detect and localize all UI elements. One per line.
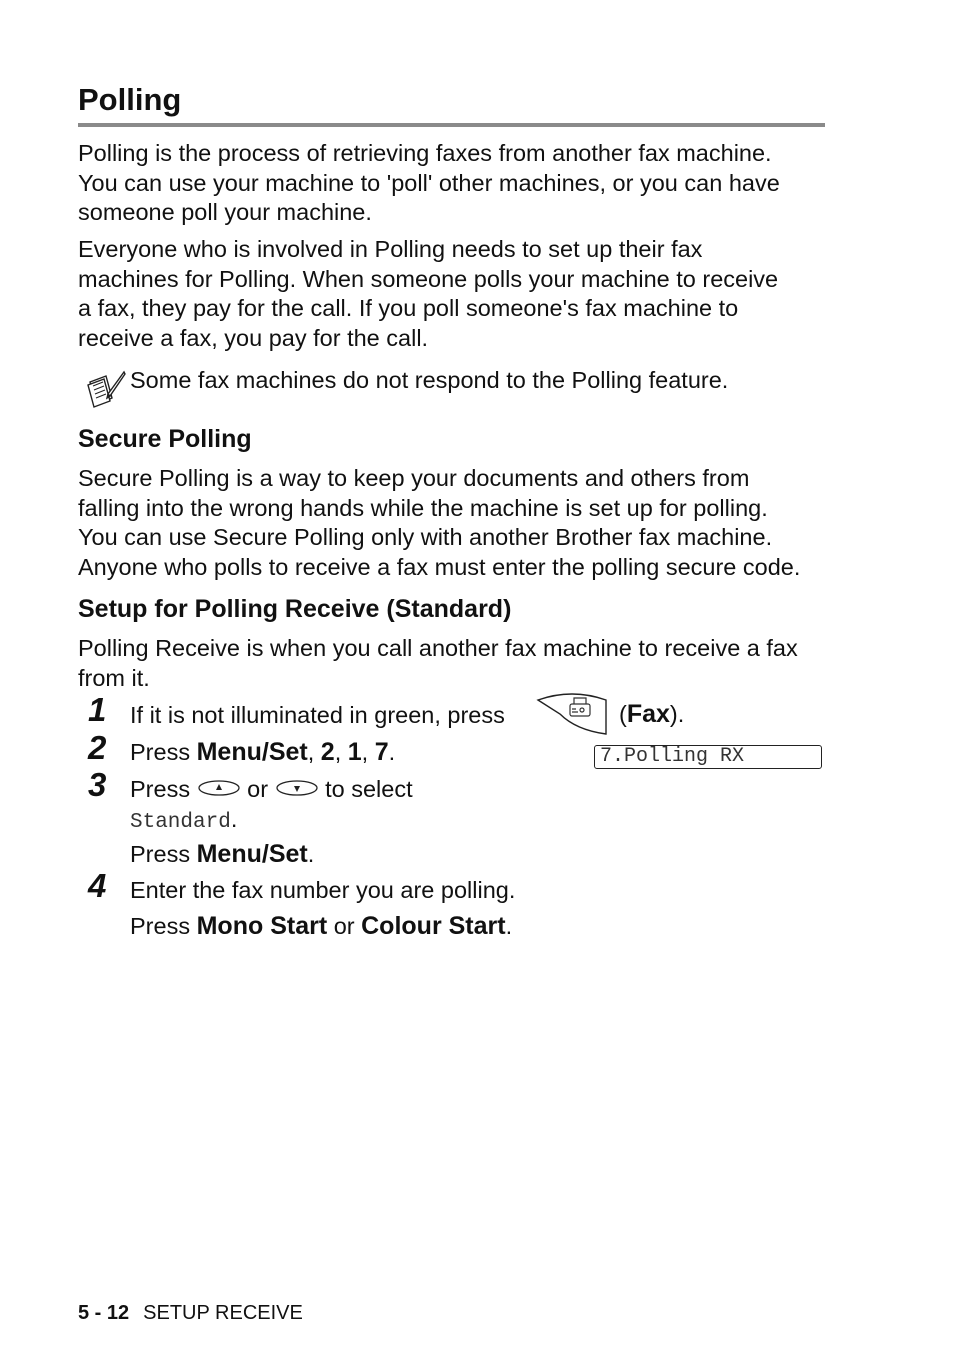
or-word: or bbox=[333, 913, 355, 939]
up-arrow-button-icon bbox=[197, 779, 241, 797]
step-4-press-line bbox=[130, 911, 512, 941]
title-rule bbox=[78, 123, 825, 127]
setup-heading: Setup for Polling Receive (Standard) bbox=[78, 595, 512, 623]
press-word: Press bbox=[130, 776, 191, 802]
or-word: or bbox=[247, 776, 269, 802]
paragraph-line: falling into the wrong hands while the machine is set up for polling. bbox=[78, 494, 768, 521]
period: . bbox=[307, 841, 315, 867]
note-pencil-icon bbox=[84, 368, 126, 408]
paragraph-line: You can use Secure Polling only with another Brother fax machine. bbox=[78, 524, 773, 551]
paragraph-line: someone poll your machine. bbox=[78, 199, 372, 226]
to-select-text: to select bbox=[325, 776, 413, 802]
paren-open: ( bbox=[619, 701, 627, 727]
period: . bbox=[230, 806, 238, 832]
step-2-text bbox=[130, 737, 395, 767]
step-3-press-line bbox=[130, 839, 314, 869]
step-1-text: If it is not illuminated in green, press bbox=[130, 702, 505, 728]
comma: , bbox=[361, 739, 369, 765]
step-number-2: 2 bbox=[88, 729, 107, 766]
period: . bbox=[388, 739, 396, 765]
fax-button-icon bbox=[536, 690, 610, 736]
menu-set-key: Menu/Set bbox=[196, 738, 308, 766]
comma: , bbox=[334, 739, 342, 765]
mono-start-key: Mono Start bbox=[196, 912, 328, 940]
fax-key-name: Fax bbox=[626, 700, 670, 728]
step-number-3: 3 bbox=[88, 766, 107, 803]
paragraph-line: a fax, they pay for the call. If you poll someone's fax machine to bbox=[78, 295, 739, 322]
key-1: 1 bbox=[347, 738, 362, 766]
colour-start-key: Colour Start bbox=[361, 912, 506, 940]
section-name: SETUP RECEIVE bbox=[143, 1302, 303, 1324]
step-3-text bbox=[130, 774, 413, 804]
secure-polling-heading: Secure Polling bbox=[78, 425, 252, 453]
key-2: 2 bbox=[320, 738, 335, 766]
step-3-value-line bbox=[130, 804, 237, 838]
press-word: Press bbox=[130, 913, 191, 939]
key-7: 7 bbox=[374, 738, 389, 766]
period: . bbox=[505, 913, 513, 939]
fax-key-label bbox=[619, 699, 684, 729]
step-4-text: Enter the fax number you are polling. bbox=[130, 877, 516, 903]
paragraph-line: Polling Receive is when you call another fax machine to receive a fax bbox=[78, 635, 798, 661]
comma: , bbox=[307, 739, 315, 765]
note-text: Some fax machines do not respond to the Polling feature. bbox=[130, 367, 729, 393]
page-title: Polling bbox=[78, 82, 182, 117]
paragraph-line: receive a fax, you pay for the call. bbox=[78, 324, 429, 351]
paragraph-line: Anyone who polls to receive a fax must enter the polling secure code. bbox=[78, 553, 801, 580]
standard-value: Standard bbox=[130, 811, 231, 834]
page-footer bbox=[78, 1300, 303, 1326]
down-arrow-button-icon bbox=[275, 779, 319, 797]
press-word: Press bbox=[130, 739, 191, 765]
setup-paragraph bbox=[78, 634, 838, 693]
paragraph-line: from it. bbox=[78, 664, 150, 691]
intro-paragraph-1 bbox=[78, 139, 838, 228]
paragraph-line: You can use your machine to 'poll' other machines, or you can have bbox=[78, 169, 780, 196]
paragraph-line: Polling is the process of retrieving faxes from another fax machine. bbox=[78, 140, 772, 166]
menu-set-key: Menu/Set bbox=[196, 840, 308, 868]
paragraph-line: Everyone who is involved in Polling needs to set up their fax bbox=[78, 236, 703, 262]
press-word: Press bbox=[130, 841, 191, 867]
page-number: 5 - 12 bbox=[78, 1302, 130, 1324]
paragraph-line: machines for Polling. When someone polls your machine to receive bbox=[78, 265, 779, 292]
paragraph-line: Secure Polling is a way to keep your documents and others from bbox=[78, 465, 750, 491]
intro-paragraph-2 bbox=[78, 235, 838, 353]
lcd-display: 7.Polling RX bbox=[594, 745, 822, 769]
secure-polling-paragraph bbox=[78, 464, 838, 582]
paren-close: ). bbox=[669, 701, 685, 727]
step-number-4: 4 bbox=[88, 867, 107, 904]
step-number-1: 1 bbox=[88, 691, 107, 728]
